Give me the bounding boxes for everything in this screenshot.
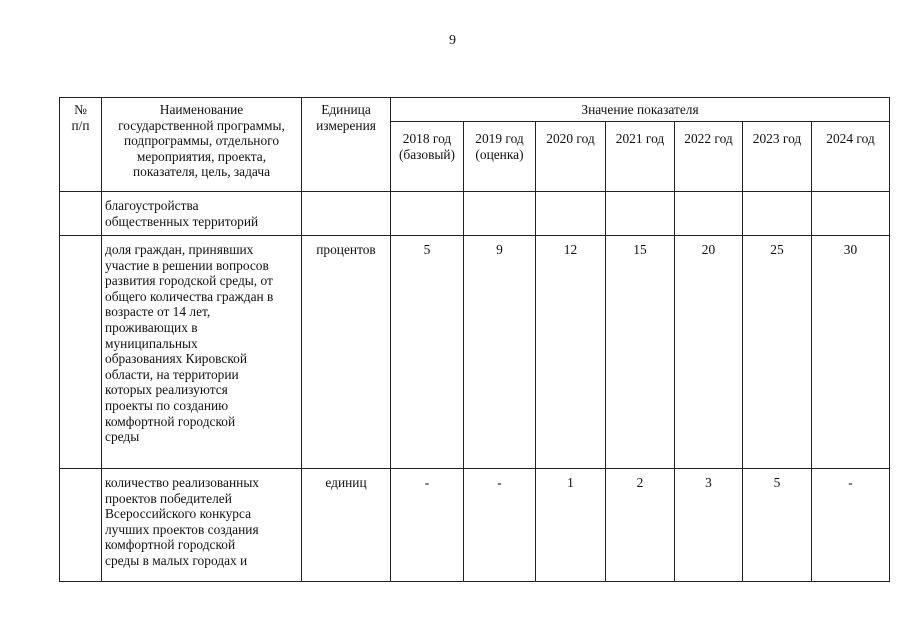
row-value <box>812 192 890 236</box>
row-unit <box>302 192 391 236</box>
row-value: - <box>812 469 890 582</box>
row-value <box>391 192 464 236</box>
row-value: 30 <box>812 236 890 469</box>
row-name: благоустройства общественных территорий <box>102 192 302 236</box>
row-unit: процентов <box>302 236 391 469</box>
table-row <box>60 236 890 469</box>
row-value: 5 <box>743 469 812 582</box>
row-value: 15 <box>606 236 675 469</box>
row-value <box>536 192 606 236</box>
row-value <box>675 192 743 236</box>
row-num <box>60 469 102 582</box>
indicator-table <box>59 97 890 582</box>
header-year-2020: 2020 год <box>536 122 606 192</box>
header-year-2024: 2024 год <box>812 122 890 192</box>
page-number: 9 <box>449 33 456 48</box>
header-unit: Единица измерения <box>302 98 391 192</box>
header-num: № п/п <box>60 98 102 192</box>
row-value: 5 <box>391 236 464 469</box>
header-year-2019: 2019 год (оценка) <box>464 122 536 192</box>
row-name: количество реализованных проектов победителей Всероссийского конкурса лучших проектов создания комфортной городской среды в малых городах и <box>102 469 302 582</box>
row-value: 9 <box>464 236 536 469</box>
row-value: 12 <box>536 236 606 469</box>
row-value: 2 <box>606 469 675 582</box>
row-value <box>464 192 536 236</box>
header-year-2022: 2022 год <box>675 122 743 192</box>
row-value: 3 <box>675 469 743 582</box>
table-row <box>60 469 890 582</box>
row-value: 1 <box>536 469 606 582</box>
header-row-1 <box>60 98 890 122</box>
header-year-2018: 2018 год (базовый) <box>391 122 464 192</box>
row-name: доля граждан, принявших участие в решении вопросов развития городской среды, от общего количества граждан в возрасте от 14 лет, проживающих в муниципальных образованиях Кировской области, на территории которых реализуются проекты по созданию комфортной городской среды <box>102 236 302 469</box>
row-value: 25 <box>743 236 812 469</box>
row-value <box>743 192 812 236</box>
row-num <box>60 236 102 469</box>
header-year-2023: 2023 год <box>743 122 812 192</box>
row-value: - <box>391 469 464 582</box>
header-year-2021: 2021 год <box>606 122 675 192</box>
row-num <box>60 192 102 236</box>
row-unit: единиц <box>302 469 391 582</box>
row-value <box>606 192 675 236</box>
row-value: - <box>464 469 536 582</box>
row-value: 20 <box>675 236 743 469</box>
header-value-group: Значение показателя <box>391 98 890 122</box>
header-name: Наименование государственной программы, подпрограммы, отдельного мероприятия, проекта, показателя, цель, задача <box>102 98 302 192</box>
table-row <box>60 192 890 236</box>
